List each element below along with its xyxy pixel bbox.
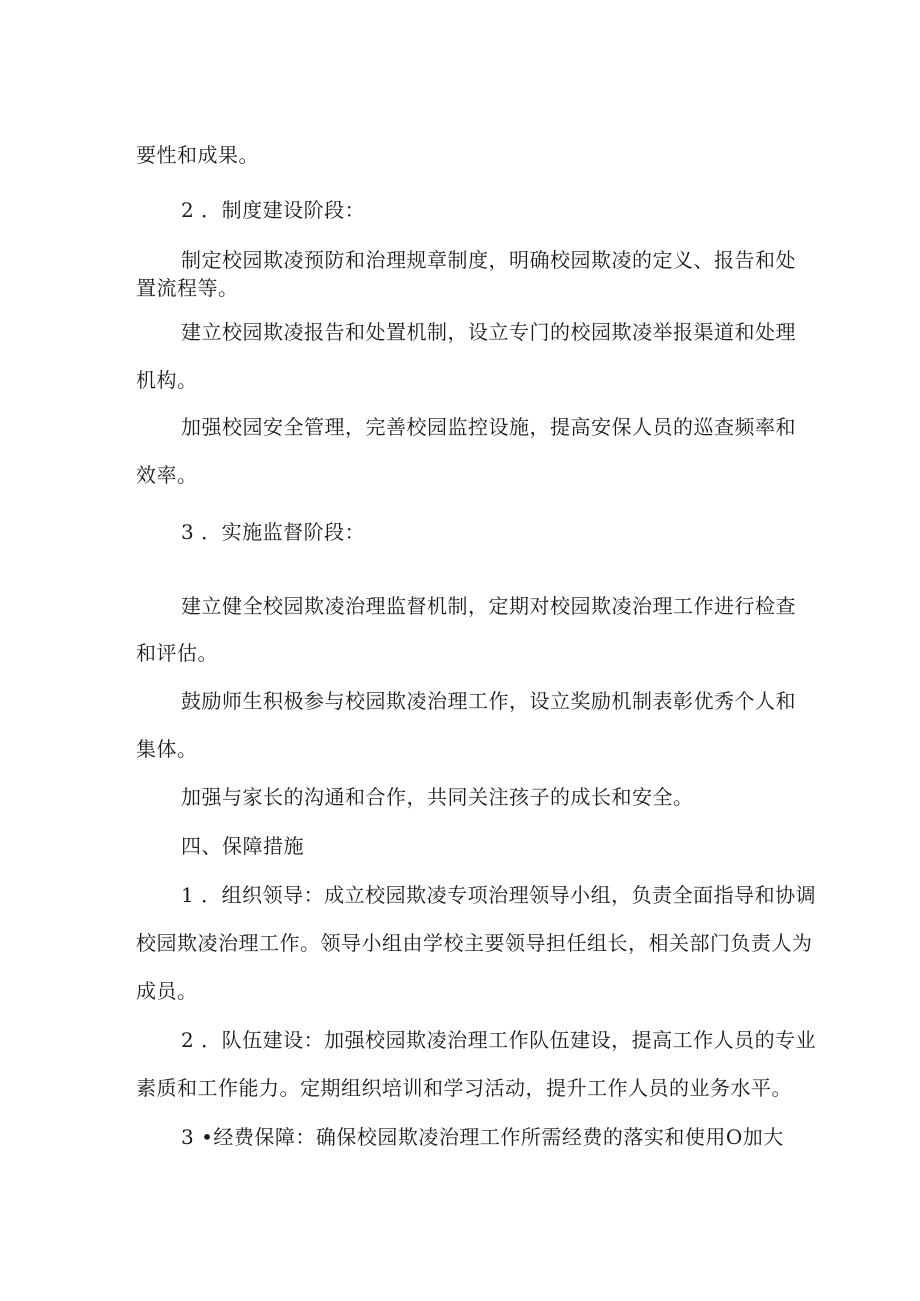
- text-line-7: 加强校园安全管理，完善校园监控设施，提高安保人员的巡查频率和: [181, 415, 796, 439]
- text-line-8: 效率。: [136, 463, 198, 487]
- text-line-18: 成员。: [136, 979, 198, 1003]
- text-line-13: 集体。: [136, 737, 198, 761]
- text-line-12: 鼓励师生积极参与校园欺凌治理工作，设立奖励机制表彰优秀个人和: [181, 689, 796, 713]
- text-line-14: 加强与家长的沟通和合作，共同关注孩子的成长和安全。: [181, 785, 694, 809]
- text-line-4: 置流程等。: [136, 276, 239, 300]
- text-line-20: 素质和工作能力。定期组织培训和学习活动，提升工作人员的业务水平。: [136, 1076, 792, 1100]
- text-line-19: 2 ．队伍建设：加强校园欺凌治理工作队伍建设，提高工作人员的专业: [181, 1028, 817, 1052]
- text-line-3: 制定校园欺凌预防和治理规章制度，明确校园欺凌的定义、报告和处: [181, 248, 796, 272]
- text-line-11: 和评估。: [136, 641, 218, 665]
- section-heading-4: 四、保障措施: [181, 834, 304, 858]
- text-line-10: 建立健全校园欺凌治理监督机制，定期对校园欺凌治理工作进行检查: [181, 594, 796, 618]
- text-line-16: 1 ．组织领导：成立校园欺凌专项治理领导小组，负责全面指导和协调: [181, 883, 817, 907]
- text-line-21: 3 •经费保障：确保校园欺凌治理工作所需经费的落实和使用O加大: [181, 1125, 784, 1149]
- heading-stage-2: 2 ．制度建设阶段：: [181, 198, 366, 222]
- text-line-6: 机构。: [136, 368, 198, 392]
- text-line-17: 校园欺凌治理工作。领导小组由学校主要领导担任组长，相关部门负责人为: [136, 931, 813, 955]
- text-line-1: 要性和成果。: [136, 143, 259, 167]
- heading-stage-3: 3 ．实施监督阶段：: [181, 520, 366, 544]
- text-line-5: 建立校园欺凌报告和处置机制，设立专门的校园欺凌举报渠道和处理: [181, 320, 796, 344]
